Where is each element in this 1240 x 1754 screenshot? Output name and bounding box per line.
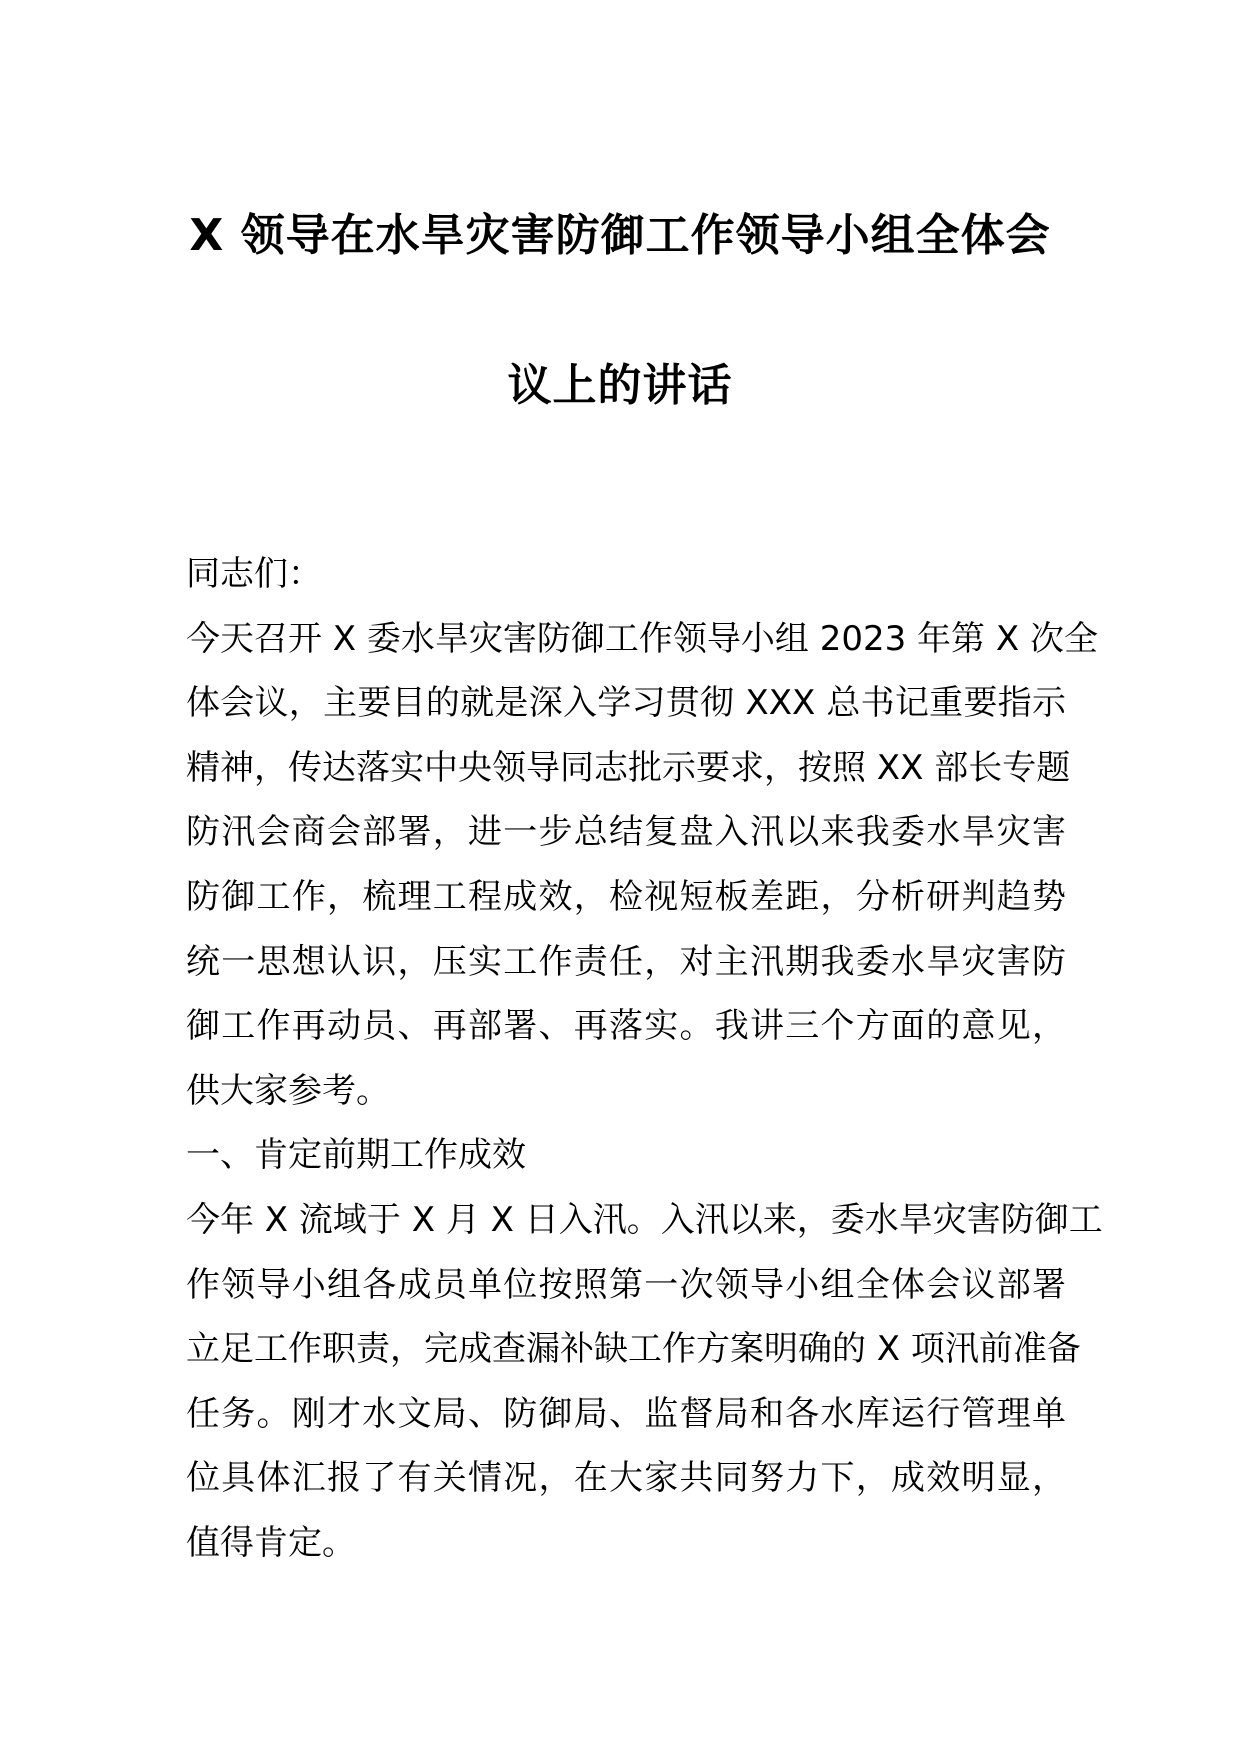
- section-heading-1: 一、肯定前期工作成效: [186, 1135, 526, 1176]
- paragraph-2-line-6: 值得肯定。: [186, 1522, 356, 1563]
- paragraph-1-line-7: 御工作再动员、再部署、再落实。我讲三个方面的意见，: [186, 1006, 1066, 1047]
- paragraph-2-line-5: 位具体汇报了有关情况，在大家共同努力下，成效明显，: [186, 1458, 1066, 1499]
- document-title-line-1: X 领导在水旱灾害防御工作领导小组全体会: [189, 210, 1051, 261]
- salutation: 同志们：: [186, 554, 322, 594]
- paragraph-2-line-2: 作领导小组各成员单位按照第一次领导小组全体会议部署: [186, 1264, 1066, 1305]
- document-body: [186, 542, 1103, 1576]
- paragraph-1-line-1: 今天召开 X 委水旱灾害防御工作领导小组 2023 年第 X 次全: [186, 618, 1098, 659]
- paragraph-1-line-2: 体会议，主要目的就是深入学习贯彻 XXX 总书记重要指示: [186, 683, 1066, 724]
- paragraph-1-line-4: 防汛会商会部署，进一步总结复盘入汛以来我委水旱灾害: [186, 812, 1066, 853]
- paragraph-1-line-5: 防御工作，梳理工程成效，检视短板差距，分析研判趋势: [186, 876, 1066, 917]
- paragraph-2-line-3: 立足工作职责，完成查漏补缺工作方案明确的 X 项汛前准备: [186, 1329, 1081, 1370]
- paragraph-2-line-4: 任务。刚才水文局、防御局、监督局和各水库运行管理单: [186, 1393, 1066, 1434]
- paragraph-1-line-6: 统一思想认识，压实工作责任，对主汛期我委水旱灾害防: [186, 941, 1066, 982]
- document-title-line-2: 议上的讲话: [507, 360, 733, 411]
- paragraph-2-line-1: 今年 X 流域于 X 月 X 日入汛。入汛以来，委水旱灾害防御工: [186, 1199, 1103, 1240]
- paragraph-1-line-8: 供大家参考。: [186, 1070, 390, 1111]
- paragraph-1-line-3: 精神，传达落实中央领导同志批示要求，按照 XX 部长专题: [186, 747, 1071, 788]
